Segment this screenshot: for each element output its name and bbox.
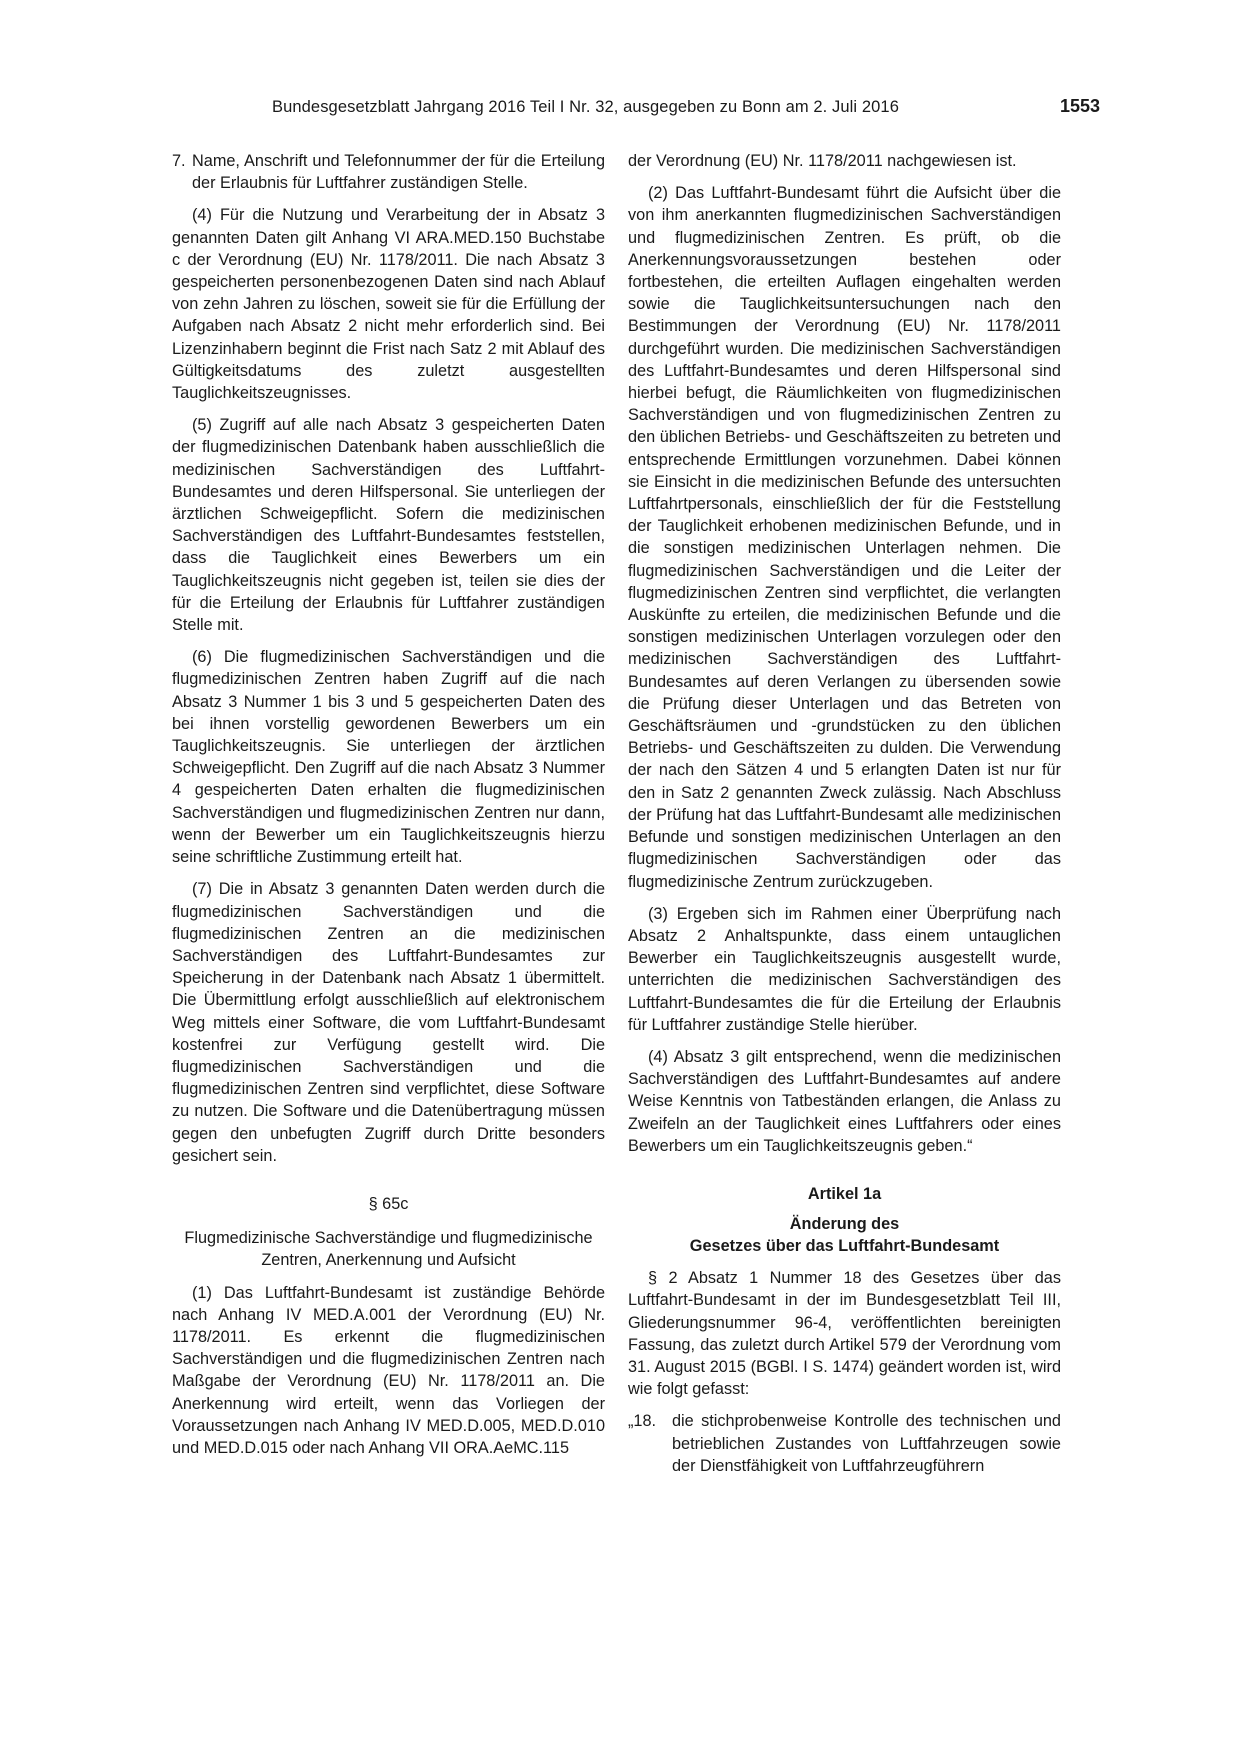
right-column <box>628 150 1061 1477</box>
section-title: Flugmedizinische Sachverständige und flugmedizinische Zentren, Anerkennung und Aufsicht <box>184 1229 593 1270</box>
list-item-7 <box>172 150 605 194</box>
page-number: 1553 <box>1059 96 1100 116</box>
section-paragraph-3: (3) Ergeben sich im Rahmen einer Überprüfung nach Absatz 2 Anhaltspunkte, dass einem untauglichen Bewerber ein Tauglichkeitszeugnis ausgestellt wurde, unterrichten die medizinischen Sachverständigen des Luftfahrt-Bundesamtes die für die Erteilung der Erlaubnis für Luftfahrer zuständige Stelle hierüber. <box>628 904 1061 1034</box>
article-subtitle <box>628 1213 1061 1257</box>
paragraph-6: (6) Die flugmedizinischen Sachverständigen und die flugmedizinischen Zentren haben Zugriff auf die nach Absatz 3 Nummer 1 bis 3 und 5 gespeicherten Daten des bei ihnen vorstellig gewordenen Bewerbers um ein Tauglichkeitszeugnis. Sie unterliegen der ärztlichen Schweigepflicht. Den Zugriff auf die nach Absatz 3 Nummer 4 gespeicherten Daten erhalten die flugmedizinischen Sachverständigen und flugmedizinischen Zentren nur dann, wenn der Bewerber um ein Tauglichkeitszeugnis hierzu seine schriftliche Zustimmung erteilt hat. <box>172 648 605 867</box>
paragraph-5: (5) Zugriff auf alle nach Absatz 3 gespeicherten Daten der flugmedizinischen Datenbank haben ausschließlich die medizinischen Sachverständigen des Luftfahrt-Bundesamtes und deren Hilfspersonal. Sie unterliegen der ärztlichen Schweigepflicht. Sofern die medizinischen Sachverständigen des Luftfahrt-Bundesamtes feststellen, dass die Tauglichkeit eines Bewerbers um ein Tauglichkeitszeugnis nicht gegeben ist, teilen sie dies der für die Erteilung der Erlaubnis für Luftfahrer zuständigen Stelle mit. <box>172 416 605 635</box>
quoted-item-text: die stichprobenweise Kontrolle des technischen und betrieblichen Zustandes von Luftfahrzeugen sowie der Dienstfähigkeit von Luftfahrzeugführern <box>672 1412 1061 1475</box>
running-header: Bundesgesetzblatt Jahrgang 2016 Teil I Nr. 32, ausgegeben zu Bonn am 2. Juli 2016 <box>272 98 899 116</box>
list-item-number: 7. <box>172 152 186 170</box>
list-item-text: Name, Anschrift und Telefonnummer der für die Erteilung der Erlaubnis für Luftfahrer zuständigen Stelle. <box>192 152 605 193</box>
article-title: Artikel 1a <box>807 1184 882 1203</box>
left-column <box>172 150 605 1469</box>
paragraph-7: (7) Die in Absatz 3 genannten Daten werden durch die flugmedizinischen Sachverständigen und die flugmedizinischen Zentren an die medizinischen Sachverständigen des Luftfahrt-Bundesamtes zur Speicherung in der Datenbank nach Absatz 1 übermittelt. Die Übermittlung erfolgt ausschließlich auf elektronischem Weg mittels einer Software, die vom Luftfahrt-Bundesamt kostenfrei zur Verfügung gestellt wird. Die flugmedizinischen Sachverständigen und die flugmedizinischen Zentren sind verpflichtet, diese Software zu nutzen. Die Software und die Datenübertragung müssen gegen den unbefugten Zugriff durch Dritte besonders gesichert sein. <box>172 880 605 1165</box>
quoted-item-18 <box>628 1410 1061 1477</box>
quoted-item-number: „18. <box>628 1412 657 1431</box>
page-header <box>172 98 1100 122</box>
article-subtitle-line-1: Änderung des <box>789 1215 900 1234</box>
section-paragraph-4: (4) Absatz 3 gilt entsprechend, wenn die medizinischen Sachverständigen des Luftfahrt-Bundesamtes auf andere Weise Kenntnis von Tatbeständen erlangen, die Anlass zu Zweifeln an der Tauglichkeit eines Luftfahrers oder eines Bewerbers um ein Tauglichkeitszeugnis geben.“ <box>628 1047 1061 1155</box>
paragraph-4: (4) Für die Nutzung und Verarbeitung der in Absatz 3 genannten Daten gilt Anhang VI ARA.MED.150 Buchstabe c der Verordnung (EU) Nr. 1178/2011. Die nach Absatz 3 gespeicherten personenbezogenen Daten sind nach Ablauf von zehn Jahren zu löschen, soweit sie für die Erfüllung der Aufgaben nach Absatz 2 nicht mehr erforderlich sind. Bei Lizenzinhabern beginnt die Frist nach Satz 2 mit Ablauf des Gültigkeitsdatums des zuletzt ausgestellten Tauglichkeitszeugnisses. <box>172 206 605 403</box>
section-sign: § 65c <box>368 1194 409 1213</box>
section-paragraph-1: (1) Das Luftfahrt-Bundesamt ist zuständige Behörde nach Anhang IV MED.A.001 der Verordnung (EU) Nr. 1178/2011. Es erkennt die flugmedizinischen Sachverständigen und die flugmedizinischen Zentren nach Maßgabe der Verordnung (EU) Nr. 1178/2011 an. Die Anerkennung wird erteilt, wenn das Vorliegen der Voraussetzungen nach Anhang IV MED.D.005, MED.D.010 und MED.D.015 oder nach Anhang VII ORA.AeMC.115 <box>172 1283 605 1457</box>
article-subtitle-line-2: Gesetzes über das Luftfahrt-Bundesamt <box>689 1237 1000 1256</box>
section-paragraph-2: (2) Das Luftfahrt-Bundesamt führt die Aufsicht über die von ihm anerkannten flugmedizinischen Sachverständigen und flugmedizinischen Zentren. Es prüft, ob die Anerkennungsvoraussetzungen bestehen oder fortbestehen, die erteilten Auflagen eingehalten werden sowie die Tauglichkeitsuntersuchungen nach den Bestimmungen der Verordnung (EU) Nr. 1178/2011 durchgeführt wurden. Die medizinischen Sachverständigen des Luftfahrt-Bundesamtes und deren Hilfspersonal sind hierbei befugt, die Räumlichkeiten von flugmedizinischen Sachverständigen und von flugmedizinischen Zentren zu den üblichen Betriebs- und Geschäftszeiten zu betreten und entsprechende Ermittlungen vorzunehmen. Dabei können sie Einsicht in die medizinischen Befunde des untersuchten Luftfahrtpersonals, einschließlich der für die Feststellung der Tauglichkeit erhobenen medizinischen Befunde, und in die sonstigen medizinischen Unterlagen nehmen. Die flugmedizinischen Sachverständigen und die Leiter der flugmedizinischen Zentren sind verpflichtet, die verlangten Auskünfte zu erteilen, die medizinischen Befunde und die sonstigen medizinischen Unterlagen vorzulegen oder den medizinischen Sachverständigen des Luftfahrt-Bundesamtes auf deren Verlangen zu übersenden sowie die Prüfung dieser Unterlagen und das Betreten von Geschäftsräumen und -grundstücken zu den üblichen Betriebs- und Geschäftszeiten zu dulden. Die Verwendung der nach den Sätzen 4 und 5 erlangten Daten ist nur für den in Satz 2 genannten Zweck zulässig. Nach Abschluss der Prüfung hat das Luftfahrt-Bundesamt alle medizinischen Befunde und sonstigen medizinischen Unterlagen an den flugmedizinischen Sachverständigen oder das flugmedizinische Zentrum zurückzugeben. <box>628 184 1061 891</box>
continuation-text: der Verordnung (EU) Nr. 1178/2011 nachgewiesen ist. <box>628 152 1017 170</box>
article-body: § 2 Absatz 1 Nummer 18 des Gesetzes über das Luftfahrt-Bundesamt in der im Bundesgesetzblatt Teil III, Gliederungsnummer 96-4, veröffentlichten bereinigten Fassung, das zuletzt durch Artikel 579 der Verordnung vom 31. August 2015 (BGBl. I S. 1474) geändert worden ist, wird wie folgt gefasst: <box>628 1269 1061 1399</box>
